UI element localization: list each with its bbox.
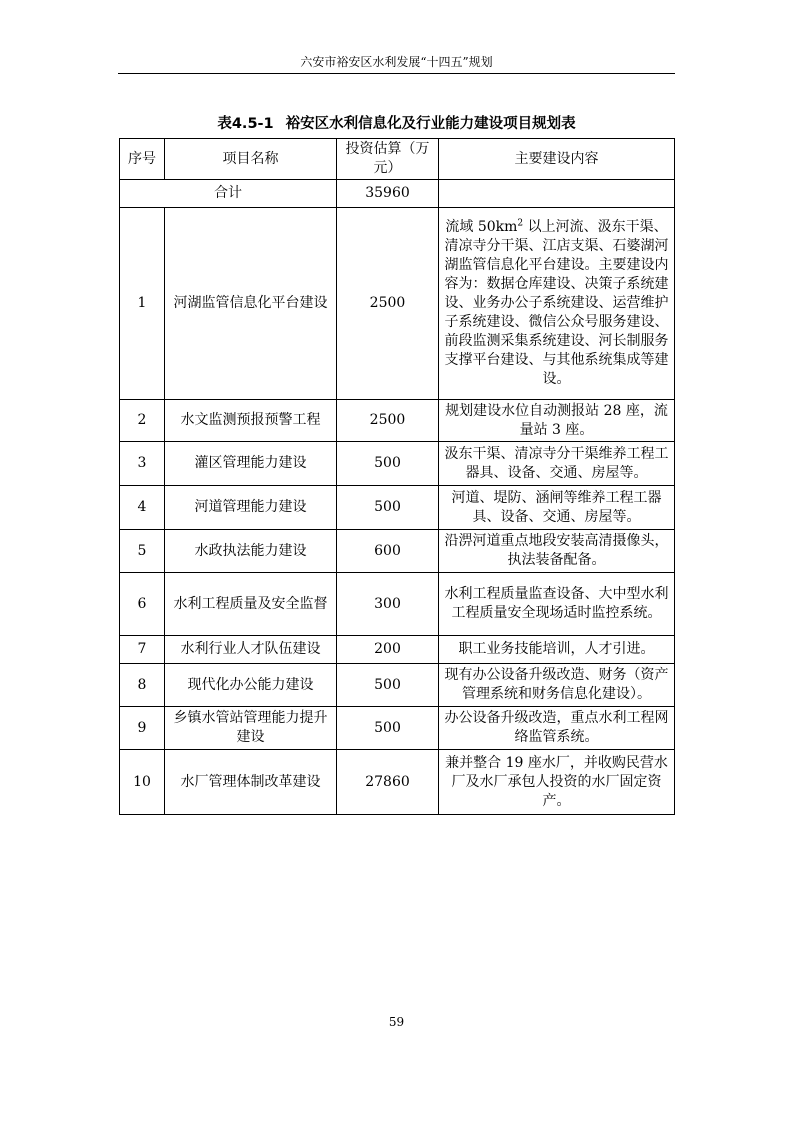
table-row <box>120 208 675 400</box>
row-seq: 10 <box>120 750 165 815</box>
header-rule <box>118 73 675 74</box>
row-seq: 2 <box>120 400 165 442</box>
row-name: 水文监测预报预警工程 <box>165 400 337 442</box>
table-row <box>120 750 675 815</box>
row-investment: 500 <box>337 664 439 707</box>
row-seq: 6 <box>120 573 165 636</box>
header-investment: 投资估算（万元） <box>337 139 439 180</box>
header-name: 项目名称 <box>165 139 337 180</box>
row-name: 水利行业人才队伍建设 <box>165 636 337 664</box>
table-number: 表4.5-1 <box>217 116 274 132</box>
row-investment: 27860 <box>337 750 439 815</box>
row-content-pre: 流域 50km <box>445 219 518 235</box>
row-content: 规划建设水位自动测报站 28 座，流量站 3 座。 <box>439 400 675 442</box>
row-content: 现有办公设备升级改造、财务（资产管理系统和财务信息化建设）。 <box>439 664 675 707</box>
table-row <box>120 664 675 707</box>
table-row <box>120 400 675 442</box>
row-name: 河湖监管信息化平台建设 <box>165 208 337 400</box>
row-name: 灌区管理能力建设 <box>165 442 337 486</box>
row-content: 水利工程质量监查设备、大中型水利工程质量安全现场适时监控系统。 <box>439 573 675 636</box>
table-row <box>120 636 675 664</box>
table-row <box>120 707 675 750</box>
row-seq: 1 <box>120 208 165 400</box>
row-seq: 4 <box>120 486 165 530</box>
row-content: 办公设备升级改造，重点水利工程网络监管系统。 <box>439 707 675 750</box>
row-content: 沿淠河道重点地段安装高清摄像头，执法装备配备。 <box>439 530 675 573</box>
page-header: 六安市裕安区水利发展“十四五”规划 <box>300 55 493 69</box>
row-seq: 8 <box>120 664 165 707</box>
total-content-empty <box>439 180 675 208</box>
table-row <box>120 486 675 530</box>
page-number: 59 <box>388 1015 405 1029</box>
row-seq: 7 <box>120 636 165 664</box>
total-label: 合计 <box>120 180 337 208</box>
table-title <box>118 112 675 133</box>
row-investment: 600 <box>337 530 439 573</box>
row-investment: 500 <box>337 707 439 750</box>
row-name: 水厂管理体制改革建设 <box>165 750 337 815</box>
total-investment: 35960 <box>337 180 439 208</box>
row-investment: 200 <box>337 636 439 664</box>
row-content: 河道、堤防、涵闸等维养工程工器具、设备、交通、房屋等。 <box>439 486 675 530</box>
table-row <box>120 573 675 636</box>
row-name: 乡镇水管站管理能力提升建设 <box>165 707 337 750</box>
row-investment: 500 <box>337 442 439 486</box>
row-content <box>439 208 675 400</box>
row-name: 河道管理能力建设 <box>165 486 337 530</box>
table-row <box>120 442 675 486</box>
total-row <box>120 180 675 208</box>
table-header-row <box>120 139 675 180</box>
row-investment: 500 <box>337 486 439 530</box>
row-content-rest: 以上河流、汲东干渠、清凉寺分干渠、江店支渠、石婆湖河湖监管信息化平台建设。主要建设内容为：数据仓库建设、决策子系统建设、业务办公子系统建设、运营维护子系统建设、微信公众号服务建设、前段监测采集系统建设、河长制服务支撑平台建设、与其他系统集成等建设。 <box>444 219 669 387</box>
table-row <box>120 530 675 573</box>
table-title-text: 裕安区水利信息化及行业能力建设项目规划表 <box>285 116 576 132</box>
row-name: 水利工程质量及安全监督 <box>165 573 337 636</box>
row-investment: 2500 <box>337 208 439 400</box>
row-content: 汲东干渠、清凉寺分干渠维养工程工器具、设备、交通、房屋等。 <box>439 442 675 486</box>
row-seq: 9 <box>120 707 165 750</box>
project-plan-table <box>119 138 675 815</box>
row-investment: 2500 <box>337 400 439 442</box>
header-seq: 序号 <box>120 139 165 180</box>
row-name: 现代化办公能力建设 <box>165 664 337 707</box>
row-content: 兼并整合 19 座水厂，并收购民营水厂及水厂承包人投资的水厂固定资产。 <box>439 750 675 815</box>
row-name: 水政执法能力建设 <box>165 530 337 573</box>
row-investment: 300 <box>337 573 439 636</box>
row-seq: 5 <box>120 530 165 573</box>
header-content: 主要建设内容 <box>439 139 675 180</box>
row-content: 职工业务技能培训，人才引进。 <box>439 636 675 664</box>
row-content-sup: 2 <box>517 218 524 229</box>
row-seq: 3 <box>120 442 165 486</box>
